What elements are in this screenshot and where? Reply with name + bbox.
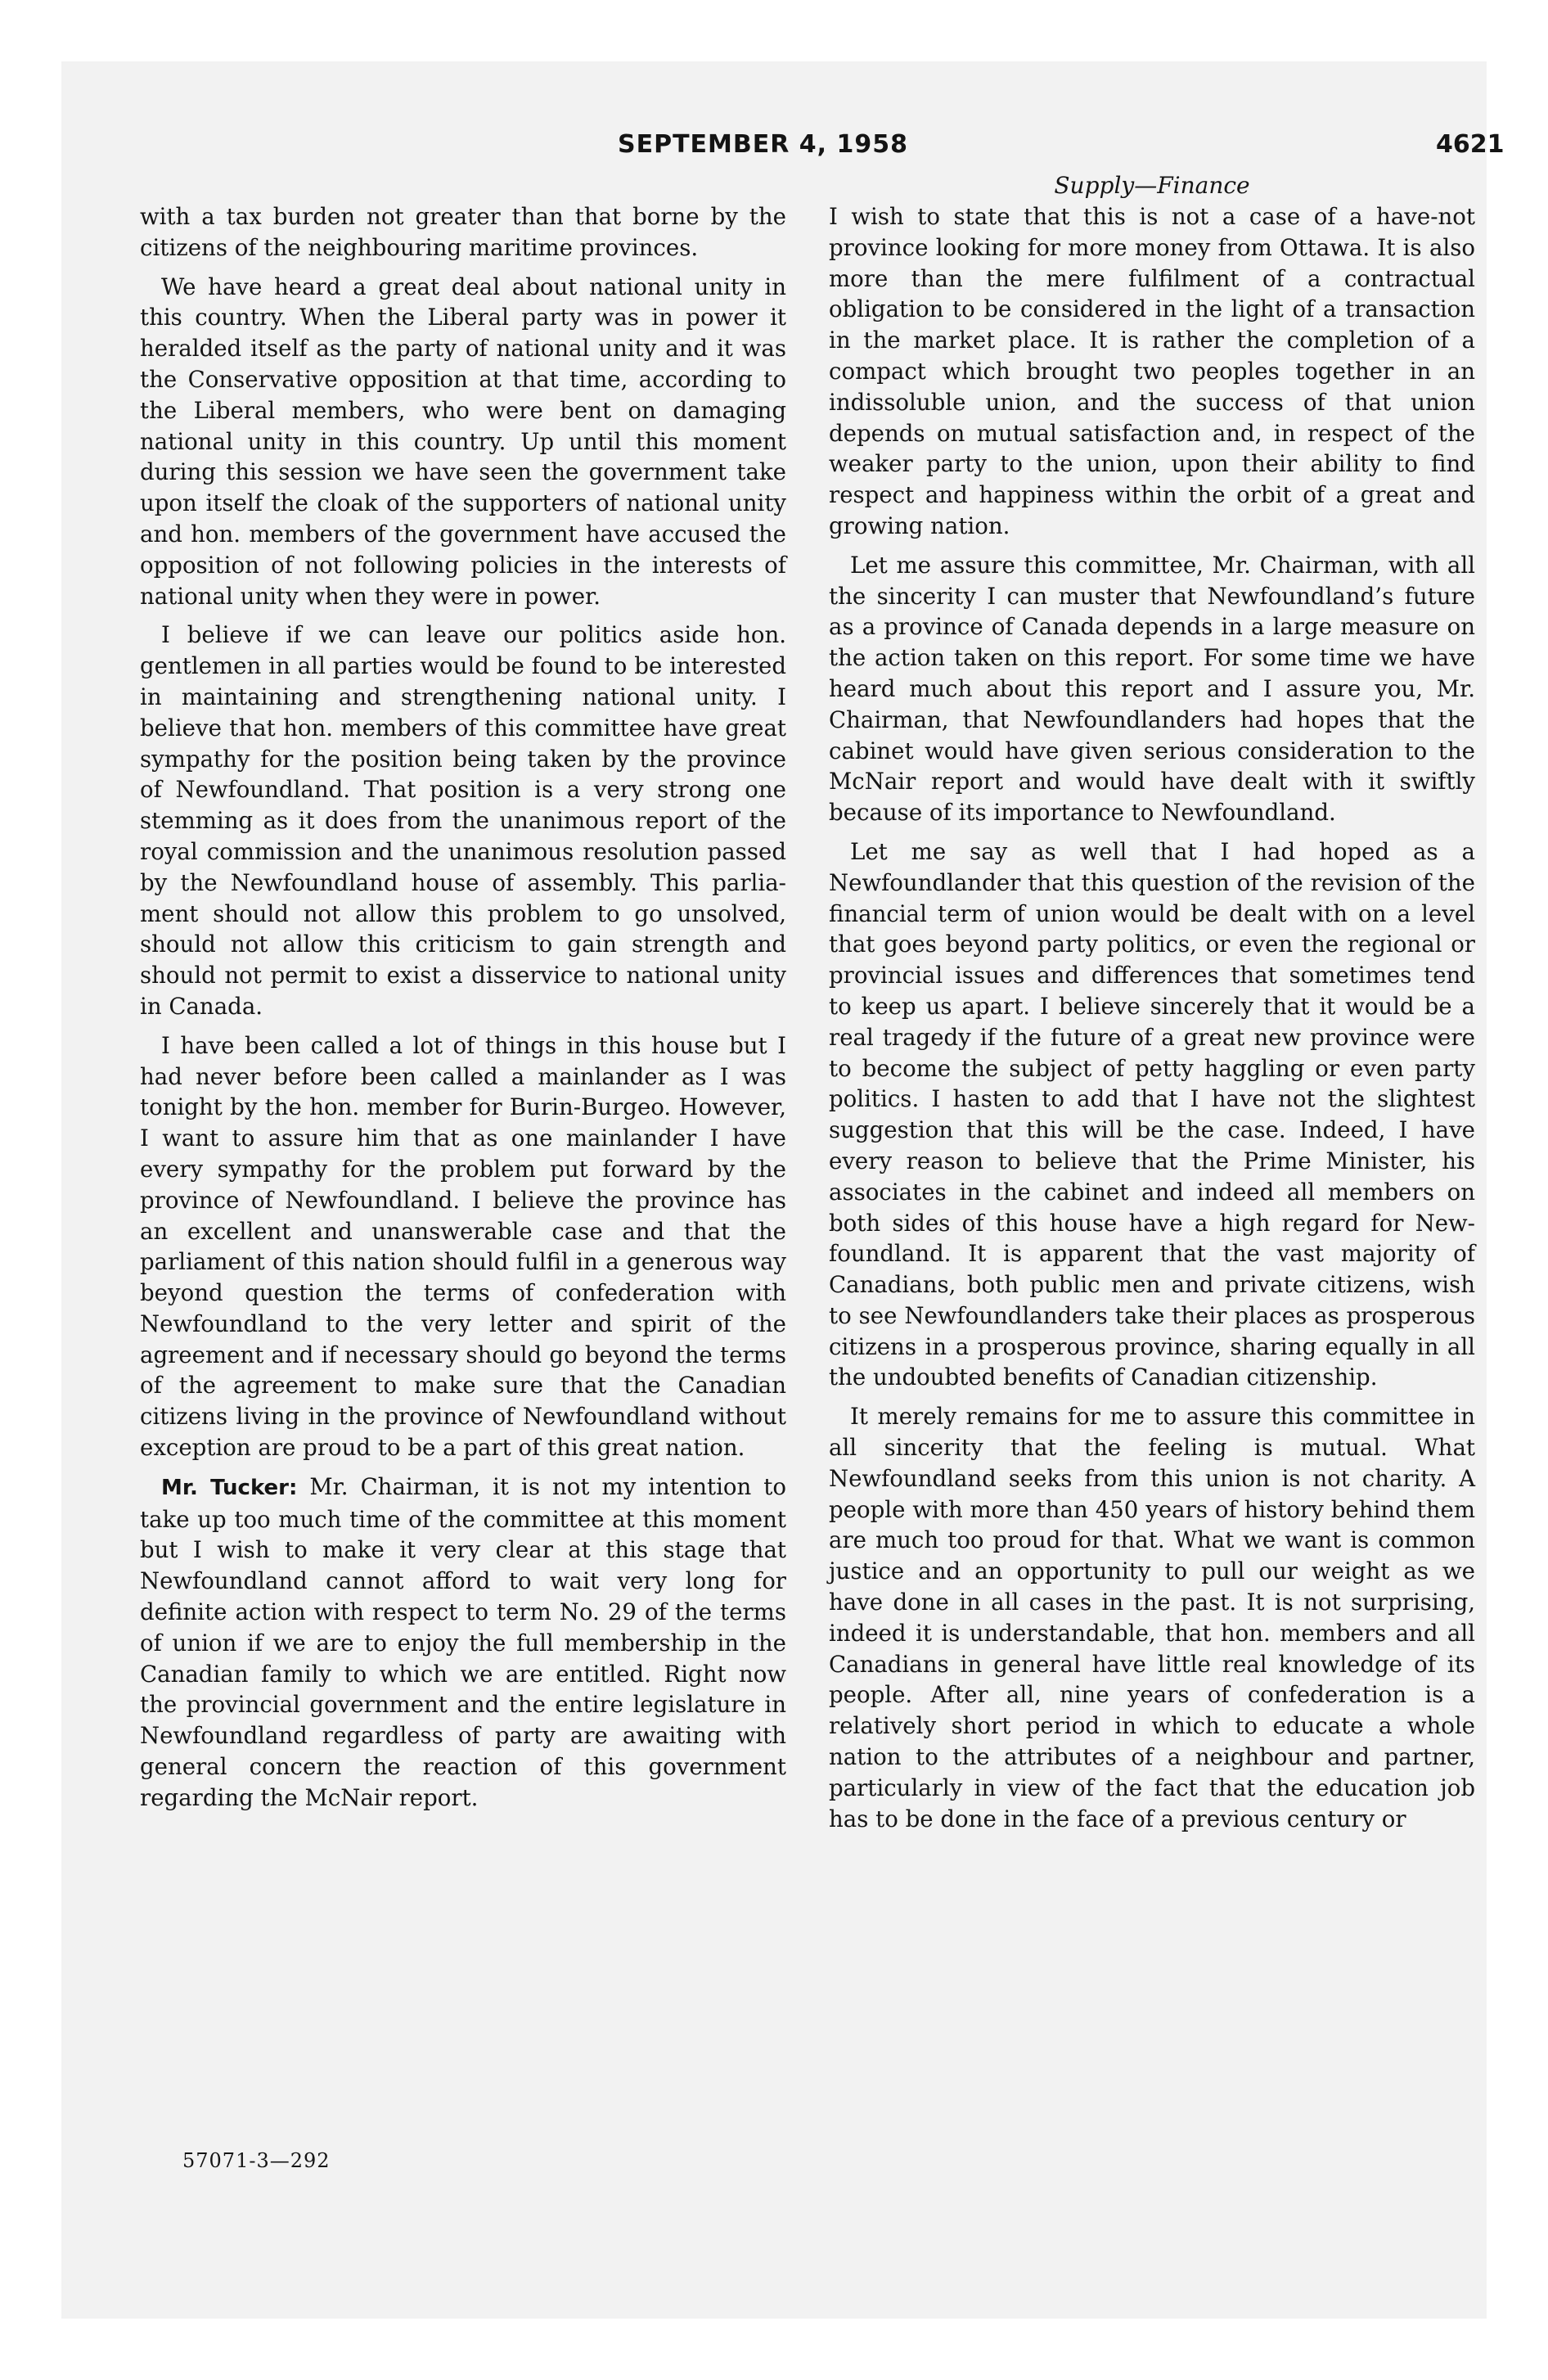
page-date: SEPTEMBER 4, 1958: [618, 130, 909, 159]
printer-code: 57071-3—292: [182, 2149, 331, 2172]
page: [61, 61, 1505, 2319]
paragraph: It merely remains for me to assure this committee in all sincerity that the feeling is mutual. What Newfoundland seeks from this union is not charity. A people with more than 450 years of history behind them are much too proud for that. What we want is common justice and an opportunity to pull our weight as we have done in all cases in the past. It is not surprising, indeed it is understandable, that hon. members and all Canadians in general have little real knowledge of its people. After all, nine years of confederation is a relatively short period in which to educate a whole nation to the attributes of a neighbour and partner, particularly in view of the fact that the education job has to be done in the face of a previous century or: [829, 1403, 1475, 1832]
paragraph-text: Mr. Chairman, it is not my intention to take up too much time of the committee at this moment but I wish to make it very clear at this stage that Newfoundland cannot afford to wait very long for definite action with respect to term No. 29 of the terms of union if we are to enjoy the full membership in the Canadian family to which we are entitled. Right now the provincial government and the entire legislature in Newfoundland regardless of party are awaiting with general concern the reaction of this government regarding the McNair report.: [140, 1472, 786, 1811]
paragraph: with a tax burden not greater than that borne by the citizens of the neighbouring maritime provinces.: [140, 203, 786, 261]
speaker-paragraph: [140, 1472, 786, 1814]
paragraph: I believe if we can leave our politics aside hon. gentlemen in all parties would be found to be interested in maintaining and strengthening national unity. I believe that hon. members of this committee have great sympathy for the position being taken by the province of Newfoundland. That position is a very strong one stemming as it does from the unanimous report of the royal commission and the unanimous resolution passed by the Newfoundland house of assembly. This parliament should not allow this problem to go unsolved, should not allow this criticism to gain strength and should not permit to exist a disservice to national unity in Canada.: [140, 621, 786, 1020]
scanned-page-border: [61, 61, 1505, 2319]
paragraph: I have been called a lot of things in this house but I had never before been called a mainlander as I was tonight by the hon. member for Burin-Burgeo. However, I want to assure him that as one mainlander I have every sympathy for the problem put forward by the province of Newfoundland. I believe the province has an excellent and unanswerable case and that the parliament of this nation should fulfil in a generous way beyond question the terms of confederation with Newfoundland to the very letter and spirit of the agreement and if necessary should go beyond the terms of the agreement to make sure that the Canadian citizens living in the province of Newfoundland without exception are proud to be a part of this great nation.: [140, 1031, 786, 1462]
paragraph: I wish to state that this is not a case of a have-not province looking for more money from Ottawa. It is also more than the mere fulfilment of a contractual obligation to be considered in the light of a transaction in the market place. It is rather the completion of a compact which brought two peoples together in an indissoluble union, and the success of that union depends on mutual satisfaction and, in respect of the weaker party to the union, upon their ability to find respect and happiness within the orbit of a great and growing nation.: [829, 203, 1475, 539]
page-number: 4621: [1436, 130, 1505, 159]
paragraph: We have heard a great deal about national unity in this country. When the Liberal party was in power it heralded itself as the party of national unity and it was the Conservative opposition at that time, according to the Liberal members, who were bent on damaging national unity in this country. Up until this moment during this session we have seen the government take upon itself the cloak of the supporters of national unity and hon. members of the government have accused the opposition of not following policies in the interests of national unity when they were in power.: [140, 273, 786, 610]
paragraph: Let me say as well that I had hoped as a Newfoundlander that this question of the revision of the financial term of union would be dealt with on a level that goes beyond party politics, or even the regional or provincial issues and differences that sometimes tend to keep us apart. I believe sincerely that it would be a real tragedy if the future of a great new province were to become the subject of petty haggling or even party politics. I hasten to add that I have not the slightest suggestion that this will be the case. Indeed, I have every reason to believe that the Prime Minister, his associates in the cabinet and indeed all members on both sides of this house have a high regard for Newfoundland. It is apparent that the vast majority of Canadians, both public men and private citizens, wish to see Newfoundlanders take their places as prosperous citizens in a prosperous province, sharing equally in all the undoubted benefits of Canadian citizenship.: [829, 837, 1475, 1391]
right-column: [829, 172, 1475, 1842]
left-column: [140, 201, 786, 1822]
running-head: Supply—Finance: [1054, 172, 1250, 199]
speaker-name: Mr. Tucker:: [161, 1475, 298, 1500]
paragraph: Let me assure this committee, Mr. Chairman, with all the sincerity I can muster that Newfoundland’s future as a province of Canada depends in a large measure on the action taken on this report. For some time we have heard much about this report and I assure you, Mr. Chairman, that Newfoundlanders had hopes that the cabinet would have given serious consideration to the McNair report and would have dealt with it swiftly because of its importance to Newfoundland.: [829, 551, 1475, 827]
